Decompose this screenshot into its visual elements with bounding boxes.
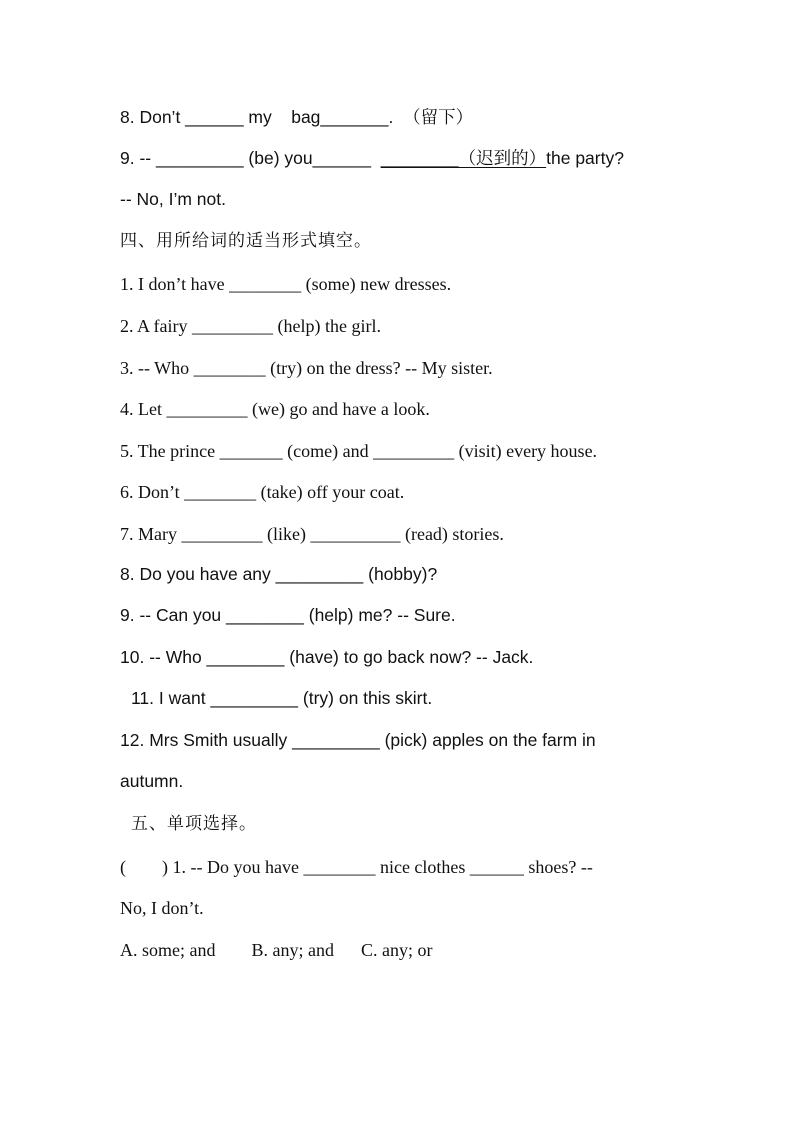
choice-question-1-continued: No, I don’t. bbox=[120, 898, 204, 918]
question-4-1: 1. I don’t have ________ (some) new dresses. bbox=[120, 274, 452, 294]
question-4-12: 12. Mrs Smith usually _________ (pick) apples on the farm in bbox=[120, 730, 596, 750]
question-4-4: 4. Let _________ (we) go and have a look. bbox=[120, 399, 430, 419]
question-4-11: 11. I want _________ (try) on this skirt. bbox=[131, 688, 433, 708]
question-4-7: 7. Mary _________ (like) __________ (read) stories. bbox=[120, 524, 504, 544]
question-4-5: 5. The prince _______ (come) and _________ (visit) every house. bbox=[120, 441, 598, 461]
question-4-8: 8. Do you have any _________ (hobby)? bbox=[120, 564, 438, 584]
section-five-heading: 五、单项选择。 bbox=[131, 814, 257, 834]
exercise-line-9 bbox=[120, 150, 624, 168]
question-4-3: 3. -- Who ________ (try) on the dress? -- My sister. bbox=[120, 358, 493, 378]
question-4-10: 10. -- Who ________ (have) to go back now? -- Jack. bbox=[120, 647, 534, 667]
exercise-line-9-part1: 9. -- _________ (be) you______ bbox=[120, 148, 381, 168]
exercise-line-9-answer: -- No, I’m not. bbox=[120, 189, 226, 209]
exercise-line-9-underlined-blank: ________（迟到的） bbox=[380, 148, 547, 168]
question-4-9: 9. -- Can you ________ (help) me? -- Sure. bbox=[120, 605, 456, 625]
question-4-2: 2. A fairy _________ (help) the girl. bbox=[120, 316, 381, 336]
choice-question-1: ( ) 1. -- Do you have ________ nice clothes ______ shoes? -- bbox=[120, 857, 593, 877]
section-four-heading: 四、用所给词的适当形式填空。 bbox=[120, 231, 372, 251]
exercise-line-9-part3: the party? bbox=[546, 148, 624, 168]
question-4-6: 6. Don’t ________ (take) off your coat. bbox=[120, 482, 405, 502]
choice-question-1-options: A. some; and B. any; and C. any; or bbox=[120, 940, 433, 960]
exercise-line-8: 8. Don’t ______ my bag_______. （留下） bbox=[120, 107, 474, 127]
question-4-12-continued: autumn. bbox=[120, 771, 184, 791]
